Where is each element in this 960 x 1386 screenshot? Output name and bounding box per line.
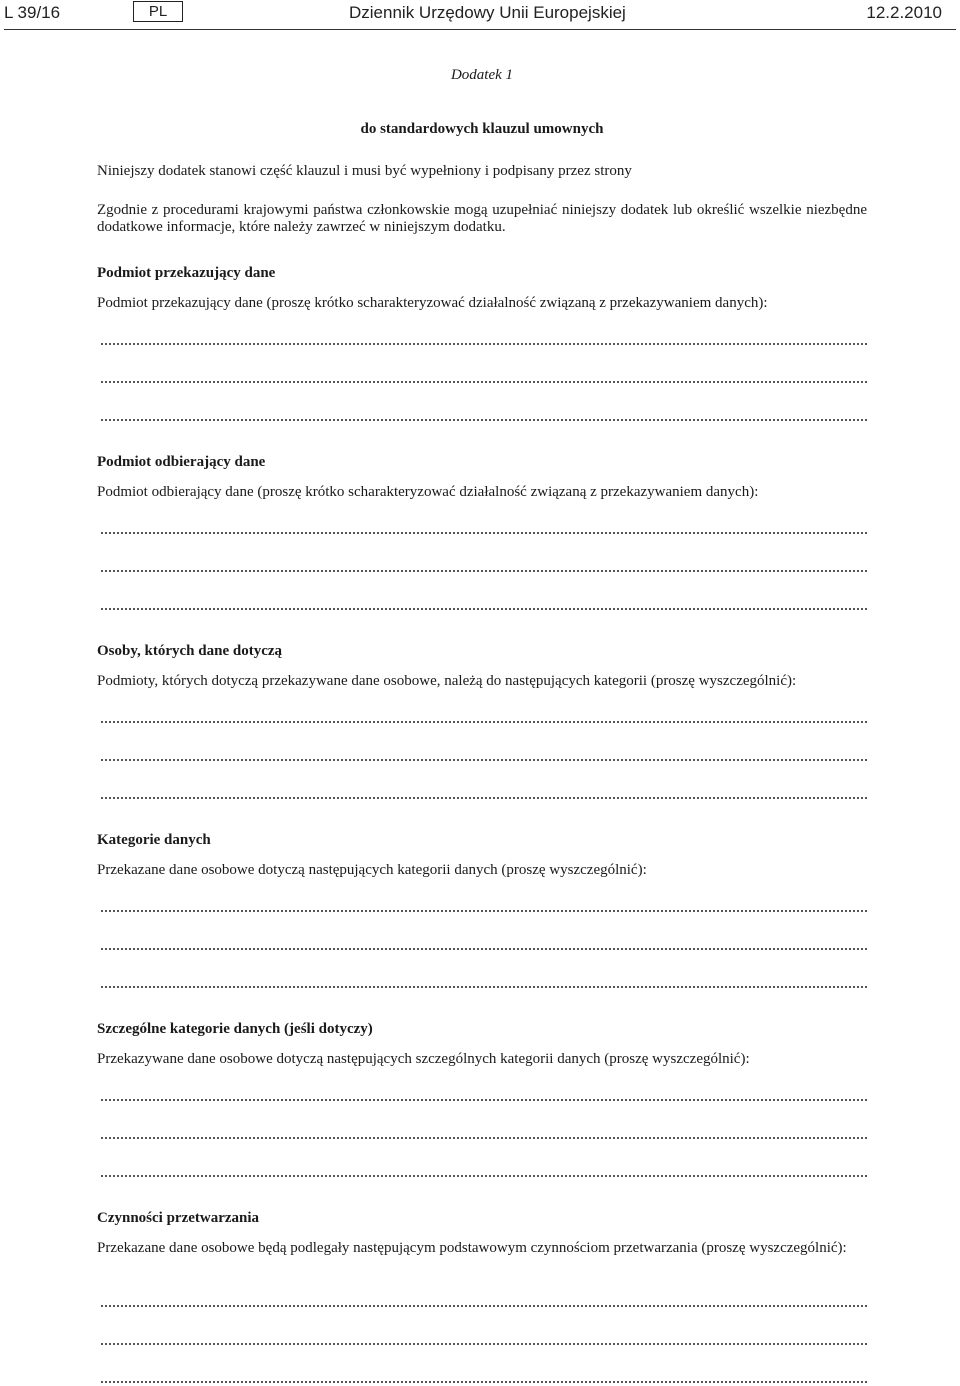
fill-line[interactable] (101, 1175, 867, 1177)
fill-line[interactable] (101, 1137, 867, 1139)
fill-line[interactable] (101, 532, 867, 534)
header-rule (4, 29, 956, 30)
section-title: Osoby, których dane dotyczą (97, 643, 283, 659)
fill-line[interactable] (101, 570, 867, 572)
section-text: Przekazywane dane osobowe dotyczą następujących szczególnych kategorii danych (proszę wyszczególnić): (97, 1051, 750, 1067)
fill-line[interactable] (101, 1343, 867, 1345)
section-title: Podmiot przekazujący dane (97, 265, 276, 281)
journal-title: Dziennik Urzędowy Unii Europejskiej (349, 3, 626, 22)
section-text: Przekazane dane osobowe będą podlegały następującym podstawowym czynnościom przetwarzania (proszę wyszczególnić): (97, 1240, 847, 1256)
fill-line[interactable] (101, 381, 867, 383)
fill-line[interactable] (101, 759, 867, 761)
section-text: Podmioty, których dotyczą przekazywane dane osobowe, należą do następujących kategorii (proszę wyszczególnić): (97, 673, 797, 689)
language-badge: PL (133, 1, 183, 22)
section-title: Czynności przetwarzania (97, 1210, 260, 1226)
publication-date: 12.2.2010 (866, 3, 942, 22)
fill-line[interactable] (101, 721, 867, 723)
fill-line[interactable] (101, 608, 867, 610)
section-title: Kategorie danych (97, 832, 211, 848)
page-header (0, 0, 960, 28)
page-reference: L 39/16 (4, 3, 61, 22)
fill-line[interactable] (101, 1099, 867, 1101)
section-text: Przekazane dane osobowe dotyczą następujących kategorii danych (proszę wyszczególnić): (97, 862, 647, 878)
fill-line[interactable] (101, 1381, 867, 1383)
section-title: Szczególne kategorie danych (jeśli dotyczy) (97, 1021, 373, 1037)
annex-subtitle: do standardowych klauzul umownych (360, 121, 604, 137)
annex-title: Dodatek 1 (450, 67, 514, 83)
section-title: Podmiot odbierający dane (97, 454, 266, 470)
section-text: Podmiot przekazujący dane (proszę krótko scharakteryzować działalność związaną z przekazywaniem danych): (97, 295, 768, 311)
fill-line[interactable] (101, 986, 867, 988)
intro-paragraph-2: Zgodnie z procedurami krajowymi państwa członkowskie mogą uzupełniać niniejszy dodatek lub określić wszelkie niezbędne dodatkowe informacje, które należy zawrzeć w niniejszym dodatku. (97, 202, 867, 235)
section-text: Podmiot odbierający dane (proszę krótko scharakteryzować działalność związaną z przekazywaniem danych): (97, 484, 759, 500)
fill-line[interactable] (101, 343, 867, 345)
fill-line[interactable] (101, 910, 867, 912)
intro-paragraph: Niniejszy dodatek stanowi część klauzul i musi być wypełniony i podpisany przez strony (97, 163, 632, 179)
fill-line[interactable] (101, 1305, 867, 1307)
fill-line[interactable] (101, 797, 867, 799)
fill-line[interactable] (101, 948, 867, 950)
fill-line[interactable] (101, 419, 867, 421)
